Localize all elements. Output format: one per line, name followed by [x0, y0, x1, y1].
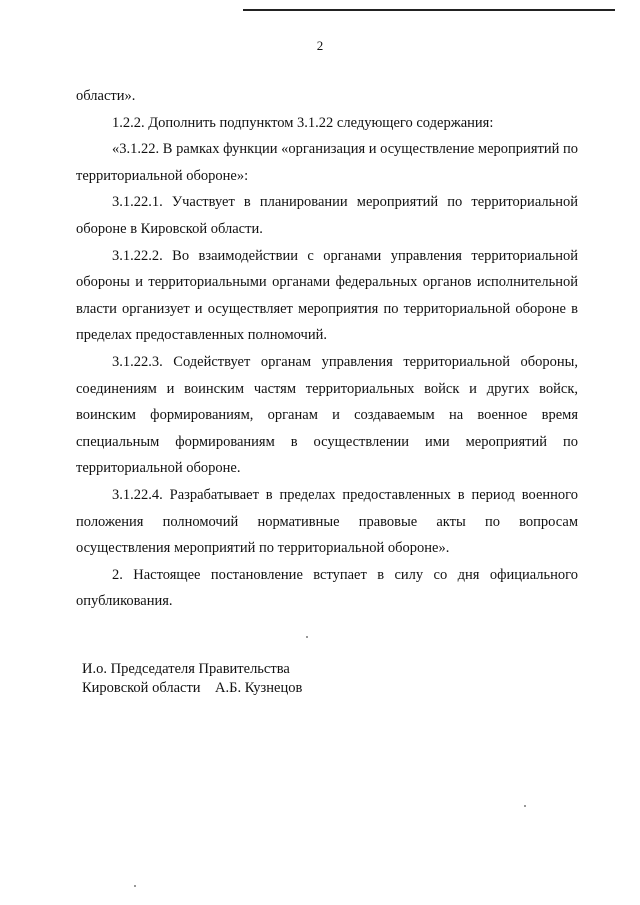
paragraph-2-effective-date: 2. Настоящее постановление вступает в силу со дня официального опубликования. [76, 566, 578, 610]
paragraph-1-2-2: 1.2.2. Дополнить подпунктом 3.1.22 следующего содержания: [112, 114, 494, 131]
paragraph-3-1-22-1: 3.1.22.1. Участвует в планировании мероприятий по территориальной обороне в Кировской области. [76, 194, 578, 237]
paragraph-3-1-22-4: 3.1.22.4. Разрабатывает в пределах предоставленных в период военного положения полномочий нормативные правовые акты по вопросам осуществления мероприятий по территориальной обороне». [76, 486, 578, 557]
scan-speck [306, 636, 308, 638]
signatory-region-name: Кировской области А.Б. Кузнецов [82, 680, 303, 696]
paragraph-3-1-22-3: 3.1.22.3. Содействует органам управления территориальной обороны, соединениям и воинским частям территориальных войск и других войск, воинским формированиям, органам и создаваемым на военное время специальным формированиям в осуществлении ими мероприятий по территориальной обороне. [76, 353, 578, 477]
scan-speck [524, 805, 526, 807]
page-number: 2 [316, 38, 324, 53]
document-body [76, 83, 578, 615]
signatory-title: И.о. Председателя Правительства [82, 661, 290, 677]
header-rule [243, 9, 615, 11]
signature-block [82, 660, 302, 698]
scan-speck [134, 885, 136, 887]
paragraph-3-1-22: «3.1.22. В рамках функции «организация и осуществление мероприятий по территориальной обороне»: [76, 141, 578, 184]
paragraph-3-1-22-2: 3.1.22.2. Во взаимодействии с органами управления территориальной обороны и территориальными органами федеральных органов исполнительной власти организует и осуществляет мероприятия по территориальной обороне в пределах предоставленных полномочий. [76, 247, 578, 344]
paragraph-continuation: области». [76, 88, 136, 104]
